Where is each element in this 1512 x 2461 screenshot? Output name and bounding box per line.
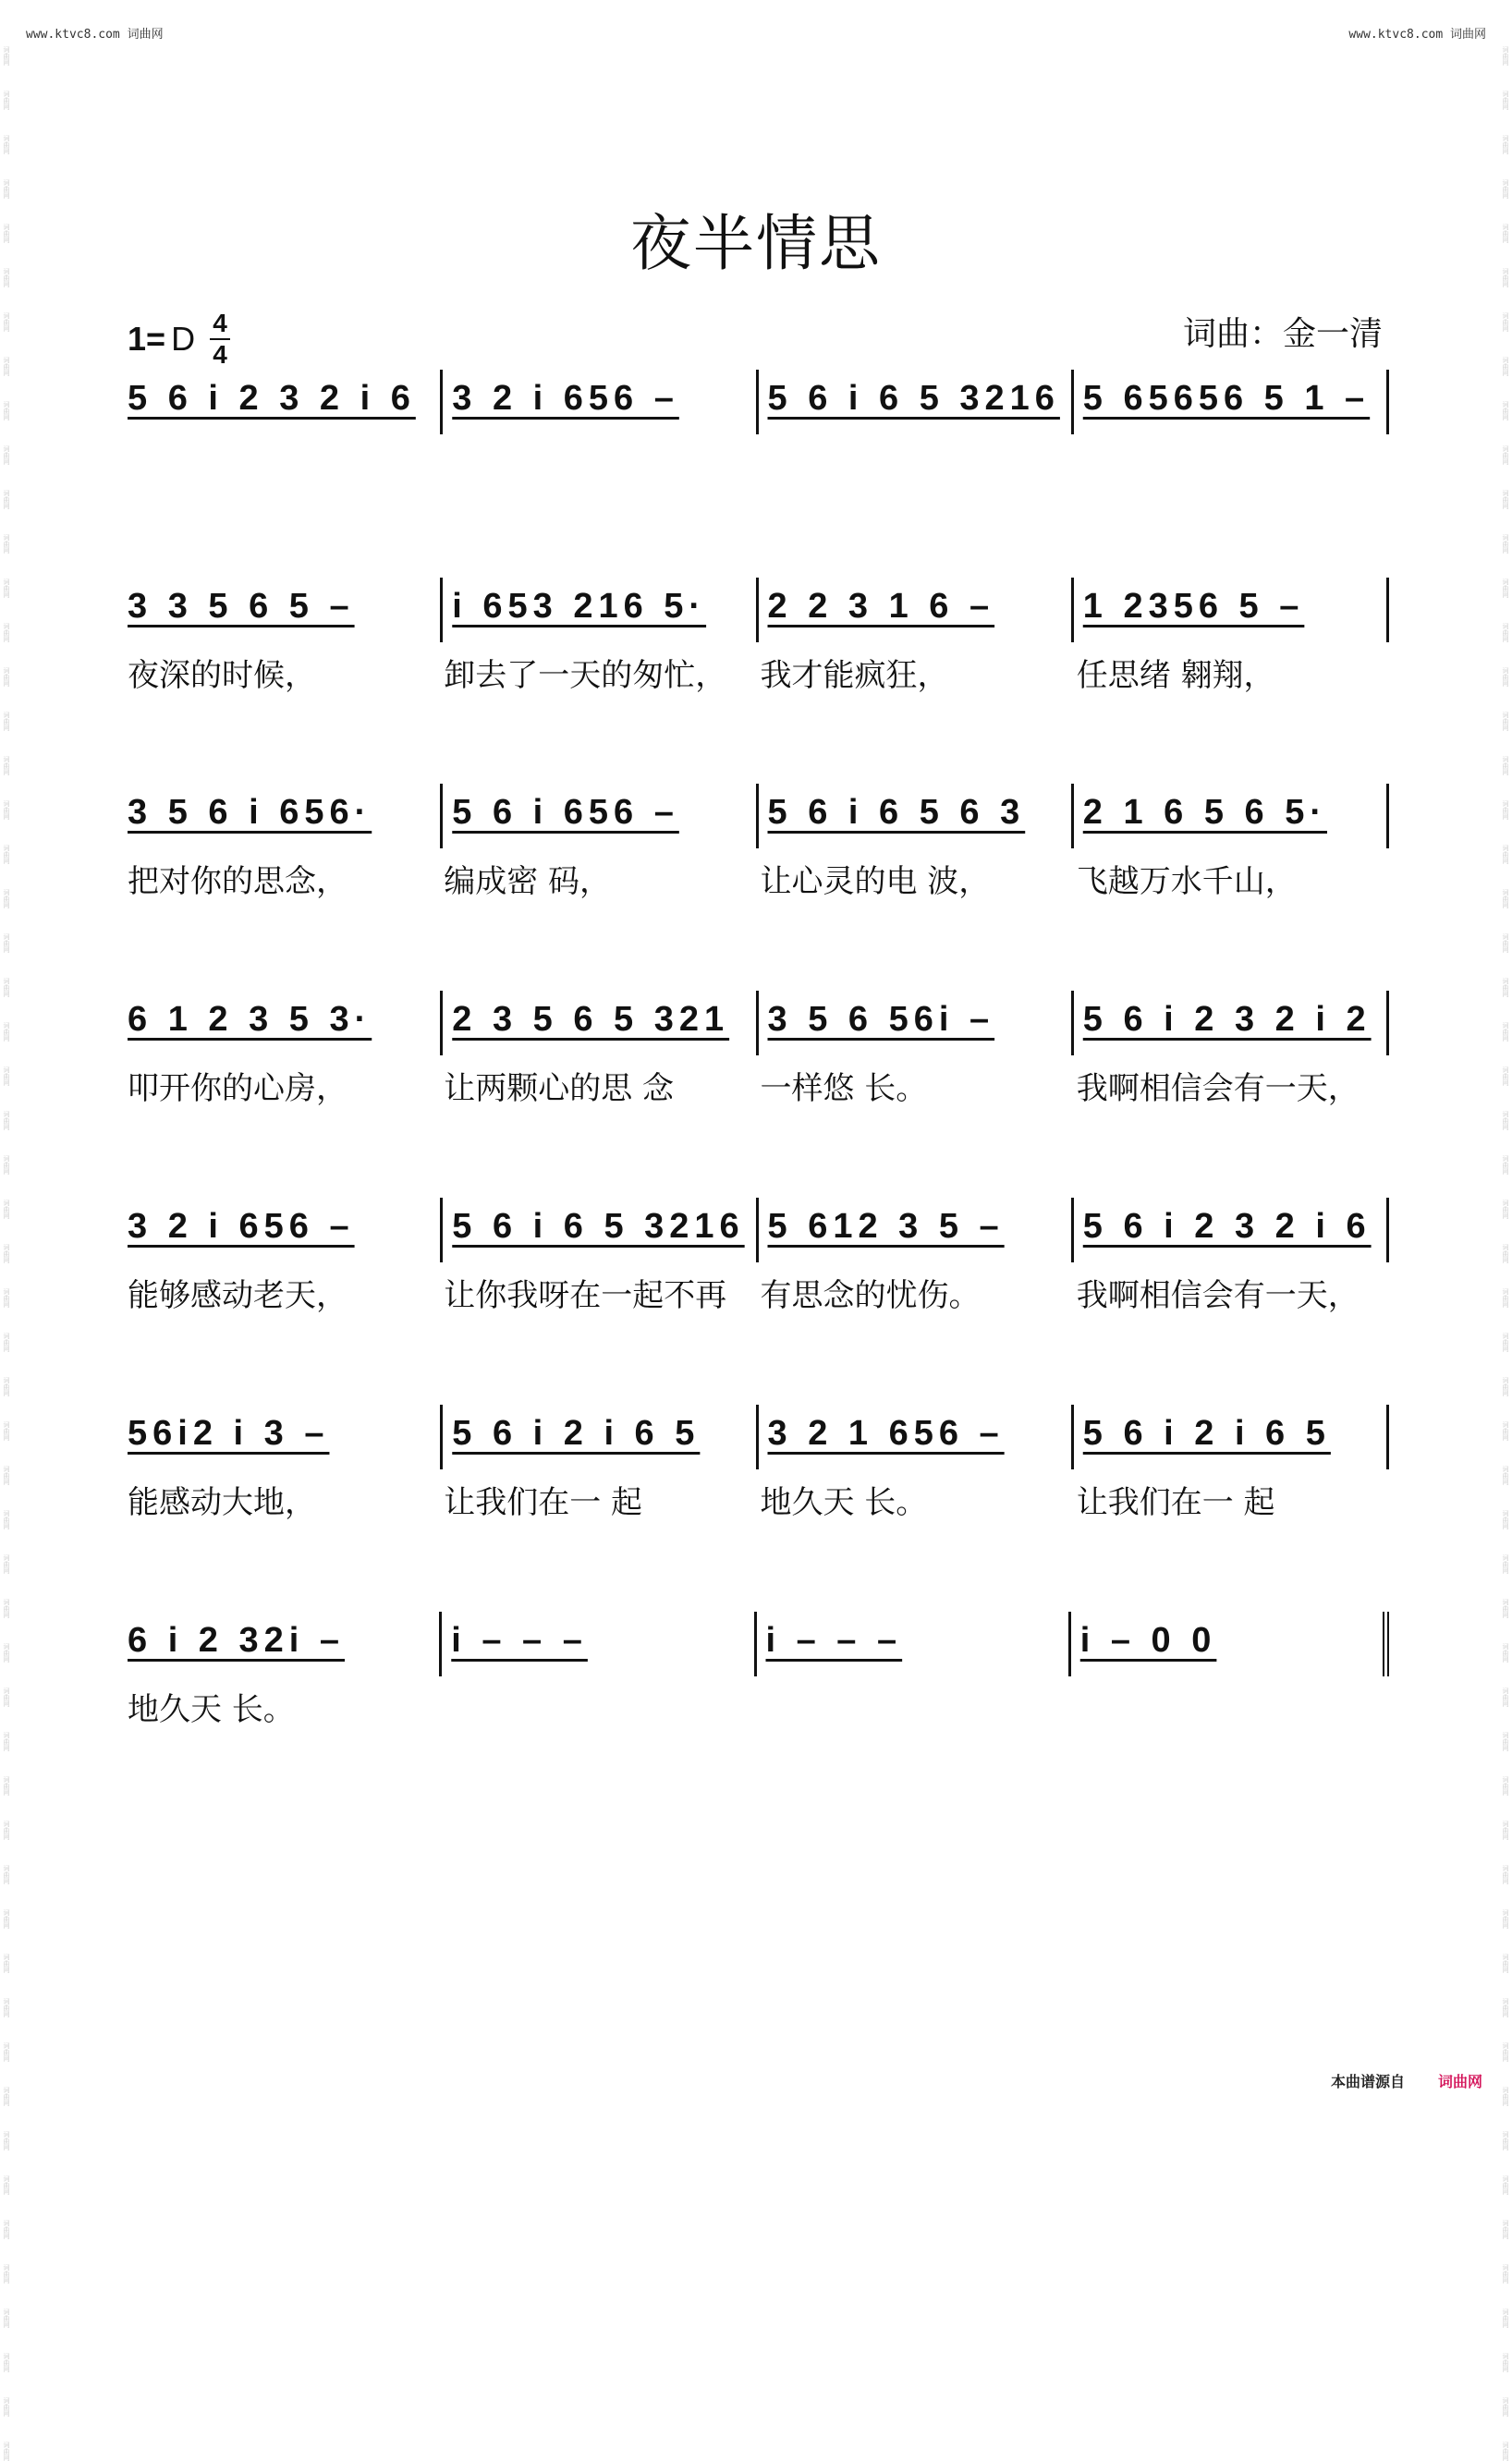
watermark-mark: 词曲网 (1502, 445, 1509, 465)
watermark-mark: 词曲网 (3, 1022, 10, 1042)
watermark-mark: 词曲网 (3, 2220, 10, 2239)
measure-notes: 3 5 6 i 656· (128, 793, 372, 832)
lyric-segment (1073, 1682, 1389, 1747)
watermark-mark: 词曲网 (3, 224, 10, 243)
watermark-mark: 词曲网 (1502, 1288, 1509, 1308)
watermark-mark: 词曲网 (1502, 1599, 1509, 1618)
watermark-mark: 词曲网 (3, 2309, 10, 2328)
watermark-mark: 词曲网 (1502, 756, 1509, 775)
watermark-strip-left (2, 46, 11, 2461)
source-site-logo: 词曲网 (1437, 2073, 1482, 2090)
watermark-mark: 词曲网 (3, 2442, 10, 2461)
measure-notes: 5 6 i 2 i 6 5 (1082, 1414, 1331, 1453)
watermark-mark: 词曲网 (3, 756, 10, 775)
watermark-mark: 词曲网 (3, 1554, 10, 1574)
measure (128, 1198, 440, 1262)
lyric-segment (440, 440, 756, 505)
song-title: 夜半情思 (630, 208, 882, 279)
watermark-mark: 词曲网 (3, 579, 10, 598)
measure (440, 991, 755, 1055)
lyrics-line (128, 1061, 1389, 1126)
lyric-segment: 任思绪 翱翔， (1076, 657, 1275, 694)
watermark-mark: 词曲网 (3, 889, 10, 908)
watermark-mark: 词曲网 (3, 179, 10, 199)
measure-notes: 6 1 2 3 5 3· (128, 1000, 372, 1039)
measure-notes: i – – – (765, 1621, 903, 1660)
watermark-mark: 词曲网 (1502, 2442, 1509, 2461)
watermark-mark: 词曲网 (1502, 1022, 1509, 1042)
watermark-mark: 词曲网 (3, 1599, 10, 1618)
watermark-mark: 词曲网 (1502, 800, 1509, 820)
watermark-strip-right (1501, 46, 1510, 2461)
lyric-segment (1073, 440, 1389, 505)
measure (756, 1198, 1071, 1262)
watermark-mark: 词曲网 (1502, 978, 1509, 997)
watermark-mark: 词曲网 (3, 800, 10, 820)
watermark-mark: 词曲网 (3, 667, 10, 687)
measure (1068, 1612, 1389, 1676)
watermark-mark: 词曲网 (1502, 2309, 1509, 2328)
watermark-mark: 词曲网 (1502, 1554, 1509, 1574)
measure (128, 991, 440, 1055)
watermark-mark: 词曲网 (3, 401, 10, 420)
watermark-mark: 词曲网 (1502, 1998, 1509, 2017)
key-letter: D (171, 320, 196, 358)
lyric-segment (440, 1682, 756, 1747)
watermark-mark: 词曲网 (3, 2042, 10, 2062)
measure (440, 1198, 755, 1262)
watermark-mark: 词曲网 (1502, 1776, 1509, 1796)
watermark-mark: 词曲网 (1502, 2042, 1509, 2062)
measure-notes: 3 2 i 656 – (452, 379, 679, 418)
watermark-mark: 词曲网 (1502, 2264, 1509, 2284)
watermark-mark: 词曲网 (3, 1155, 10, 1175)
watermark-mark: 词曲网 (3, 357, 10, 376)
watermark-mark: 词曲网 (1502, 889, 1509, 908)
watermark-mark: 词曲网 (3, 623, 10, 642)
lyric-segment: 我啊相信会有一天， (1076, 1070, 1360, 1107)
watermark-mark: 词曲网 (3, 2175, 10, 2195)
watermark-mark: 词曲网 (3, 445, 10, 465)
measure-notes: 2 1 6 5 6 5· (1082, 793, 1327, 832)
watermark-mark: 词曲网 (3, 1510, 10, 1529)
watermark-mark: 词曲网 (1502, 579, 1509, 598)
watermark-mark: 词曲网 (1502, 1244, 1509, 1263)
watermark-mark: 词曲网 (1502, 667, 1509, 687)
measure (440, 784, 755, 848)
watermark-mark: 词曲网 (1502, 1865, 1509, 1884)
score-line (128, 1612, 1389, 1747)
watermark-mark: 词曲网 (3, 2397, 10, 2417)
watermark-mark: 词曲网 (3, 1377, 10, 1396)
notation-line (128, 1198, 1389, 1262)
time-signature-bottom: 4 (213, 340, 227, 369)
watermark-mark: 词曲网 (1502, 91, 1509, 110)
score-line (128, 1198, 1389, 1333)
watermark-mark: 词曲网 (3, 1066, 10, 1086)
measure (128, 370, 440, 434)
measure-notes: 2 3 5 6 5 321 (452, 1000, 730, 1039)
watermark-mark: 词曲网 (1502, 712, 1509, 731)
notation-line (128, 1612, 1389, 1676)
watermark-mark: 词曲网 (1502, 1954, 1509, 1973)
watermark-mark: 词曲网 (1502, 2175, 1509, 2195)
lyric-segment: 地久天 长。 (760, 1484, 928, 1521)
watermark-mark: 词曲网 (3, 1998, 10, 2017)
source-footer (1331, 2070, 1482, 2091)
watermark-mark: 词曲网 (1502, 2397, 1509, 2417)
measure (1071, 370, 1389, 434)
watermark-mark: 词曲网 (3, 135, 10, 154)
watermark-mark: 词曲网 (3, 1776, 10, 1796)
composer-credit: 词曲：金一清 (1182, 315, 1383, 353)
lyrics-line (128, 1268, 1389, 1333)
measure (756, 991, 1071, 1055)
measure-notes: i 653 216 5· (452, 587, 707, 626)
measure (128, 1405, 440, 1469)
score-line (128, 784, 1389, 919)
watermark-mark: 词曲网 (3, 1954, 10, 1973)
watermark-mark: 词曲网 (3, 91, 10, 110)
watermark-mark: 词曲网 (3, 1244, 10, 1263)
watermark-mark: 词曲网 (1502, 2353, 1509, 2372)
time-signature-top: 4 (213, 309, 227, 337)
measure-notes: 3 2 1 656 – (767, 1414, 1005, 1453)
measure (756, 1405, 1071, 1469)
score-line (128, 991, 1389, 1126)
score-line (128, 1405, 1389, 1540)
notation-line (128, 784, 1389, 848)
watermark-mark: 词曲网 (3, 490, 10, 509)
watermark-mark: 词曲网 (1502, 2131, 1509, 2150)
watermark-mark: 词曲网 (3, 2353, 10, 2372)
watermark-mark: 词曲网 (3, 845, 10, 864)
measure-notes: 5 6 i 6 5 3216 (767, 379, 1060, 418)
measure-notes: 5 6 i 2 i 6 5 (452, 1414, 701, 1453)
watermark-mark: 词曲网 (1502, 490, 1509, 509)
watermark-mark: 词曲网 (1502, 1155, 1509, 1175)
measure (439, 1612, 753, 1676)
watermark-mark: 词曲网 (1502, 179, 1509, 199)
watermark-mark: 词曲网 (1502, 1821, 1509, 1840)
measure-notes: 6 i 2 32i – (128, 1621, 346, 1660)
lyric-segment: 卸去了一天的匆忙， (444, 657, 727, 694)
watermark-mark: 词曲网 (1502, 1466, 1509, 1485)
watermark-mark: 词曲网 (3, 1909, 10, 1929)
lyrics-line (128, 854, 1389, 919)
notation-line (128, 991, 1389, 1055)
lyric-segment: 让我们在一 起 (1076, 1484, 1275, 1521)
watermark-mark: 词曲网 (1502, 1111, 1509, 1130)
measure (128, 578, 440, 642)
lyric-segment: 我啊相信会有一天， (1076, 1277, 1360, 1314)
watermark-mark: 词曲网 (3, 312, 10, 332)
watermark-mark: 词曲网 (3, 1200, 10, 1219)
lyric-segment: 一样悠 长。 (760, 1070, 928, 1107)
lyric-segment: 让你我呀在一起不再 (444, 1277, 727, 1314)
watermark-mark: 词曲网 (1502, 534, 1509, 554)
watermark-mark: 词曲网 (1502, 312, 1509, 332)
measure-notes: 5 6 i 2 3 2 i 2 (1082, 1000, 1372, 1039)
notation-line (128, 370, 1389, 434)
key-number: 1 (128, 320, 147, 358)
lyric-segment (757, 440, 1073, 505)
notation-line (128, 1405, 1389, 1469)
watermark-mark: 词曲网 (3, 1821, 10, 1840)
measure (440, 1405, 755, 1469)
measure-notes: i – – – (451, 1621, 588, 1660)
measure-notes: 5 6 i 2 3 2 i 6 (1082, 1207, 1372, 1246)
watermark-mark: 词曲网 (1502, 933, 1509, 953)
watermark-mark: 词曲网 (1502, 1066, 1509, 1086)
watermark-mark: 词曲网 (1502, 135, 1509, 154)
watermark-mark: 词曲网 (1502, 1200, 1509, 1219)
measure (1071, 1405, 1389, 1469)
measure-notes: 1 2356 5 – (1082, 587, 1305, 626)
watermark-mark: 词曲网 (3, 1111, 10, 1130)
measure (1071, 991, 1389, 1055)
watermark-mark: 词曲网 (3, 2087, 10, 2106)
watermark-mark: 词曲网 (3, 1643, 10, 1663)
measure-notes: 5 6 i 656 – (452, 793, 679, 832)
watermark-mark: 词曲网 (3, 2131, 10, 2150)
watermark-mark: 词曲网 (1502, 623, 1509, 642)
watermark-mark: 词曲网 (1502, 1377, 1509, 1396)
measure (756, 578, 1071, 642)
site-url-left: www.ktvc8.com 词曲网 (26, 28, 164, 42)
watermark-mark: 词曲网 (1502, 1909, 1509, 1929)
measure (128, 1612, 439, 1676)
measure-notes: 5 65656 5 1 – (1082, 379, 1371, 418)
measure (1071, 784, 1389, 848)
watermark-mark: 词曲网 (1502, 357, 1509, 376)
watermark-mark: 词曲网 (1502, 1333, 1509, 1352)
measure (756, 370, 1071, 434)
watermark-mark: 词曲网 (1502, 1732, 1509, 1751)
watermark-mark: 词曲网 (3, 534, 10, 554)
watermark-mark: 词曲网 (3, 1421, 10, 1441)
watermark-mark: 词曲网 (3, 1288, 10, 1308)
watermark-mark: 词曲网 (1502, 845, 1509, 864)
measure (754, 1612, 1068, 1676)
lyric-segment: 能够感动老天， (128, 1277, 348, 1314)
measure-notes: 56i2 i 3 – (128, 1414, 330, 1453)
watermark-mark: 词曲网 (1502, 224, 1509, 243)
measure-notes: 5 612 3 5 – (767, 1207, 1005, 1246)
watermark-mark: 词曲网 (3, 268, 10, 287)
measure (1071, 578, 1389, 642)
lyrics-line (128, 1475, 1389, 1540)
watermark-mark: 词曲网 (3, 1732, 10, 1751)
measure-notes: 3 5 6 56i – (767, 1000, 995, 1039)
measure-notes: 3 3 5 6 5 – (128, 587, 355, 626)
lyric-segment: 地久天 长。 (128, 1691, 295, 1728)
lyrics-line (128, 648, 1389, 713)
lyric-segment: 叩开你的心房， (128, 1070, 348, 1107)
watermark-mark: 词曲网 (1502, 401, 1509, 420)
lyric-segment: 让我们在一 起 (444, 1484, 643, 1521)
watermark-mark: 词曲网 (1502, 1643, 1509, 1663)
notation-line (128, 578, 1389, 642)
lyric-segment (128, 440, 440, 505)
measure-notes: 5 6 i 6 5 6 3 (767, 793, 1026, 832)
key-signature (128, 310, 230, 369)
lyric-segment: 让心灵的电 波， (760, 863, 991, 900)
measure (1071, 1198, 1389, 1262)
watermark-mark: 词曲网 (3, 2264, 10, 2284)
watermark-mark: 词曲网 (1502, 268, 1509, 287)
score-line (128, 370, 1389, 505)
lyric-segment: 能感动大地， (128, 1484, 316, 1521)
measure-notes: 5 6 i 6 5 3216 (452, 1207, 745, 1246)
lyric-segment: 夜深的时候， (128, 657, 316, 694)
measure (440, 578, 755, 642)
measure-notes: i – 0 0 (1079, 1621, 1217, 1660)
measure (440, 370, 755, 434)
watermark-mark: 词曲网 (3, 978, 10, 997)
watermark-mark: 词曲网 (1502, 1687, 1509, 1707)
watermark-mark: 词曲网 (1502, 1510, 1509, 1529)
watermark-mark: 词曲网 (3, 712, 10, 731)
site-url-right: www.ktvc8.com 词曲网 (1348, 28, 1486, 42)
lyric-segment: 编成密 码， (444, 863, 612, 900)
lyric-segment: 让两颗心的思 念 (444, 1070, 675, 1107)
watermark-mark: 词曲网 (3, 933, 10, 953)
lyrics-line (128, 440, 1389, 505)
measure-notes: 5 6 i 2 3 2 i 6 (128, 379, 416, 418)
watermark-mark: 词曲网 (1502, 2220, 1509, 2239)
watermark-mark: 词曲网 (3, 1687, 10, 1707)
watermark-mark: 词曲网 (1502, 46, 1509, 66)
watermark-mark: 词曲网 (1502, 2087, 1509, 2106)
measure (756, 784, 1071, 848)
watermark-mark: 词曲网 (3, 1333, 10, 1352)
lyrics-line (128, 1682, 1389, 1747)
score-line (128, 578, 1389, 713)
watermark-mark: 词曲网 (3, 1865, 10, 1884)
watermark-mark: 词曲网 (3, 46, 10, 66)
watermark-mark: 词曲网 (3, 1466, 10, 1485)
lyric-segment (757, 1682, 1073, 1747)
lyric-segment: 把对你的思念， (128, 863, 348, 900)
lyric-segment: 飞越万水千山， (1076, 863, 1297, 900)
source-label: 本曲谱源自 (1330, 2073, 1405, 2090)
key-equals: = (146, 320, 166, 358)
lyric-segment: 我才能疯狂， (760, 657, 949, 694)
measure (128, 784, 440, 848)
time-signature (210, 310, 230, 369)
watermark-mark: 词曲网 (1502, 1421, 1509, 1441)
measure-notes: 3 2 i 656 – (128, 1207, 355, 1246)
measure-notes: 2 2 3 1 6 – (767, 587, 995, 626)
lyric-segment: 有思念的忧伤。 (760, 1277, 981, 1314)
